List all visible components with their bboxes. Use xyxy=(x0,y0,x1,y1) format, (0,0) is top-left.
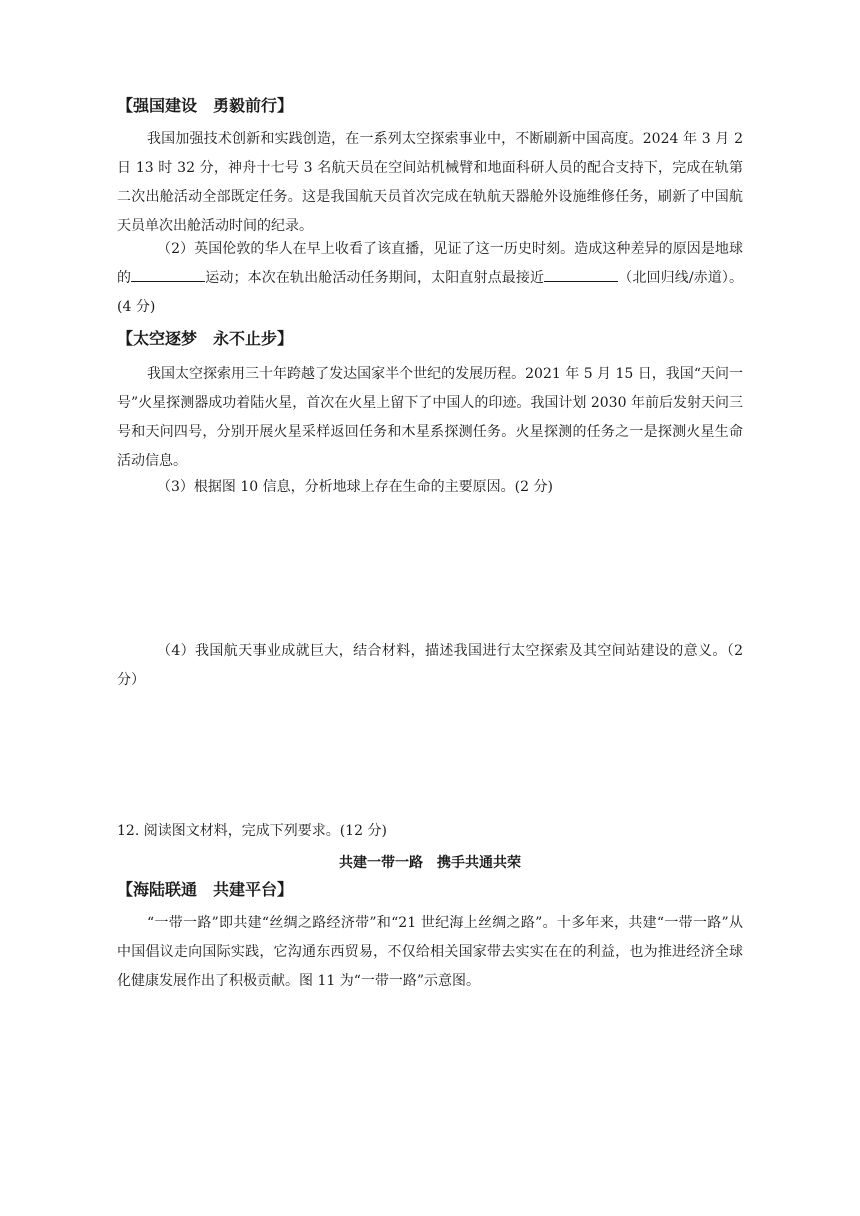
section-heading-land-sea: 【海陆联通 共建平台】 xyxy=(117,880,294,899)
answer-blank-earth-motion xyxy=(131,267,205,282)
section-heading-space-dream: 【太空逐梦 永不止步】 xyxy=(117,329,294,348)
answer-blank-direct-point xyxy=(544,267,618,282)
question-2-text-c: （北回归线/赤道）。(4 分) xyxy=(117,270,744,315)
question-12-prompt: 12. 阅读图文材料，完成下列要求。(12 分) xyxy=(117,823,387,839)
material-paragraph-shenzhou: 我国加强技术创新和实践创造，在一系列太空探索事业中，不断刷新中国高度。2024 年 3 月 2 日 13 时 32 分，神舟十七号 3 名航天员在空间站机械臂和地面科研人员的配合支持下，完成在轨第二次出舱活动全部既定任务。这是我国航天员首次完成在轨航天器舱外设施维修任务，刷新了中国航天员单次出舱活动时间的纪录。 xyxy=(117,131,743,234)
section-heading-strong-nation: 【强国建设 勇毅前行】 xyxy=(117,96,294,115)
question-2-text-b: 运动；本次在轨出舱活动任务期间，太阳直射点最接近 xyxy=(205,270,545,286)
question-12-title: 共建一带一路 携手共通共荣 xyxy=(339,855,521,871)
material-paragraph-belt-road: “一带一路”即共建“丝绸之路经济带”和“21 世纪海上丝绸之路”。十多年来，共建“一带一路”从中国倡议走向国际实践，它沟通东西贸易，不仅给相关国家带去实实在在的利益，也为推进经济全球化健康发展作出了积极贡献。图 11 为“一带一路”示意图。 xyxy=(117,915,743,989)
question-2-text-a: （2）英国伦敦的华人在早上收看了该直播，见证了这一历史时刻。造成这种差异的原因是地球的 xyxy=(117,241,743,286)
question-2 xyxy=(117,235,743,322)
material-paragraph-tianwen: 我国太空探索用三十年跨越了发达国家半个世纪的发展历程。2021 年 5 月 15 日，我国“天问一号”火星探测器成功着陆火星，首次在火星上留下了中国人的印迹。我国计划 2030 年前后发射天问三号和天问四号，分别开展火星采样返回任务和木星系探测任务。火星探测的任务之一是探测火星生命活动信息。 xyxy=(117,366,743,469)
question-4: （4）我国航天事业成就巨大，结合材料，描述我国进行太空探索及其空间站建设的意义。（2 分） xyxy=(117,643,743,688)
question-3: （3）根据图 10 信息，分析地球上存在生命的主要原因。(2 分) xyxy=(157,479,553,495)
